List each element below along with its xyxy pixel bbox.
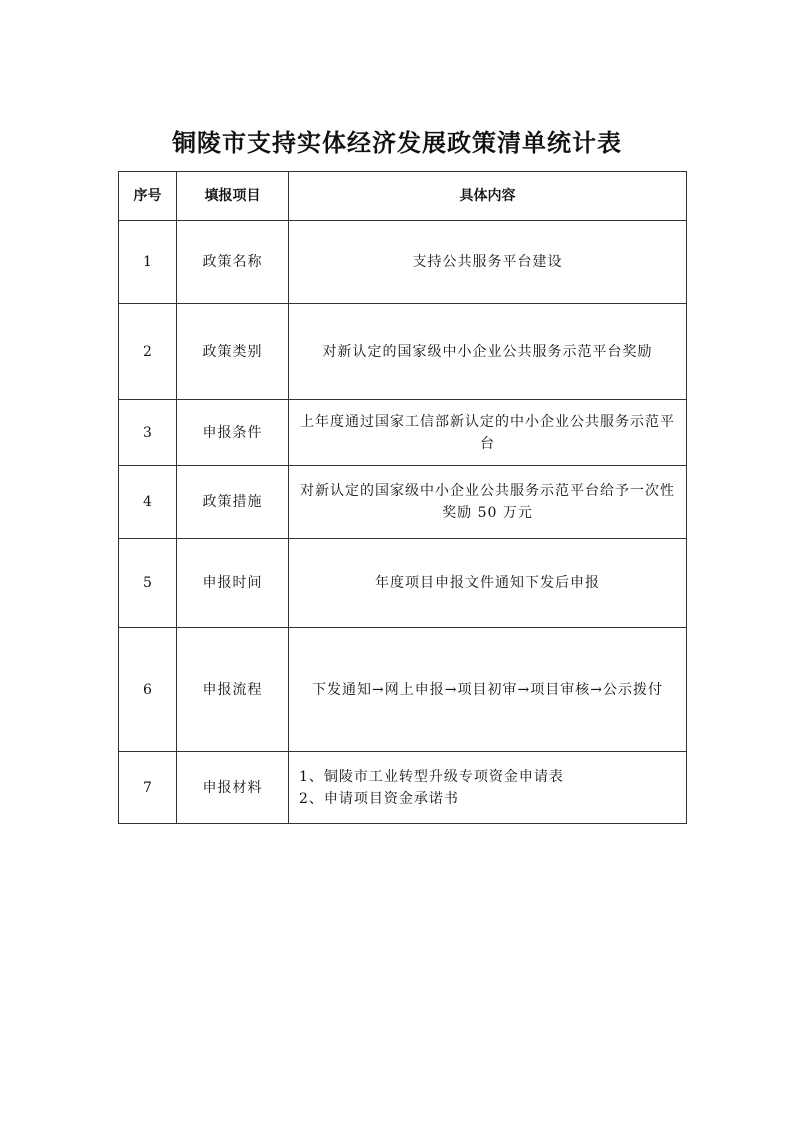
table-row: [119, 752, 687, 824]
policy-table: [118, 171, 687, 824]
row-item: 政策名称: [177, 221, 289, 304]
row-content: 下发通知→网上申报→项目初审→项目审核→公示拨付: [289, 628, 687, 752]
row-no: 2: [119, 304, 177, 400]
row-no: 3: [119, 400, 177, 466]
header-item: 填报项目: [177, 172, 289, 221]
table-header-row: [119, 172, 687, 221]
row-content: 对新认定的国家级中小企业公共服务示范平台奖励: [289, 304, 687, 400]
page-title: 铜陵市支持实体经济发展政策清单统计表: [172, 128, 622, 157]
header-no: 序号: [119, 172, 177, 221]
material-item: 2、申请项目资金承诺书: [299, 790, 459, 807]
row-content: 对新认定的国家级中小企业公共服务示范平台给予一次性奖励 50 万元: [289, 466, 687, 539]
material-item: 1、铜陵市工业转型升级专项资金申请表: [299, 768, 564, 785]
row-content-materials: [289, 752, 687, 824]
row-content: 年度项目申报文件通知下发后申报: [289, 539, 687, 628]
row-item: 政策类别: [177, 304, 289, 400]
table-row: [119, 304, 687, 400]
row-no: 4: [119, 466, 177, 539]
row-item: 申报流程: [177, 628, 289, 752]
table-row: [119, 221, 687, 304]
row-no: 7: [119, 752, 177, 824]
row-item: 申报条件: [177, 400, 289, 466]
row-item: 申报时间: [177, 539, 289, 628]
table-row: [119, 628, 687, 752]
row-content: 支持公共服务平台建设: [289, 221, 687, 304]
row-item: 政策措施: [177, 466, 289, 539]
table-row: [119, 539, 687, 628]
table-row: [119, 400, 687, 466]
row-content: 上年度通过国家工信部新认定的中小企业公共服务示范平台: [289, 400, 687, 466]
row-no: 6: [119, 628, 177, 752]
table-row: [119, 466, 687, 539]
header-content: 具体内容: [289, 172, 687, 221]
row-no: 1: [119, 221, 177, 304]
row-no: 5: [119, 539, 177, 628]
row-item: 申报材料: [177, 752, 289, 824]
